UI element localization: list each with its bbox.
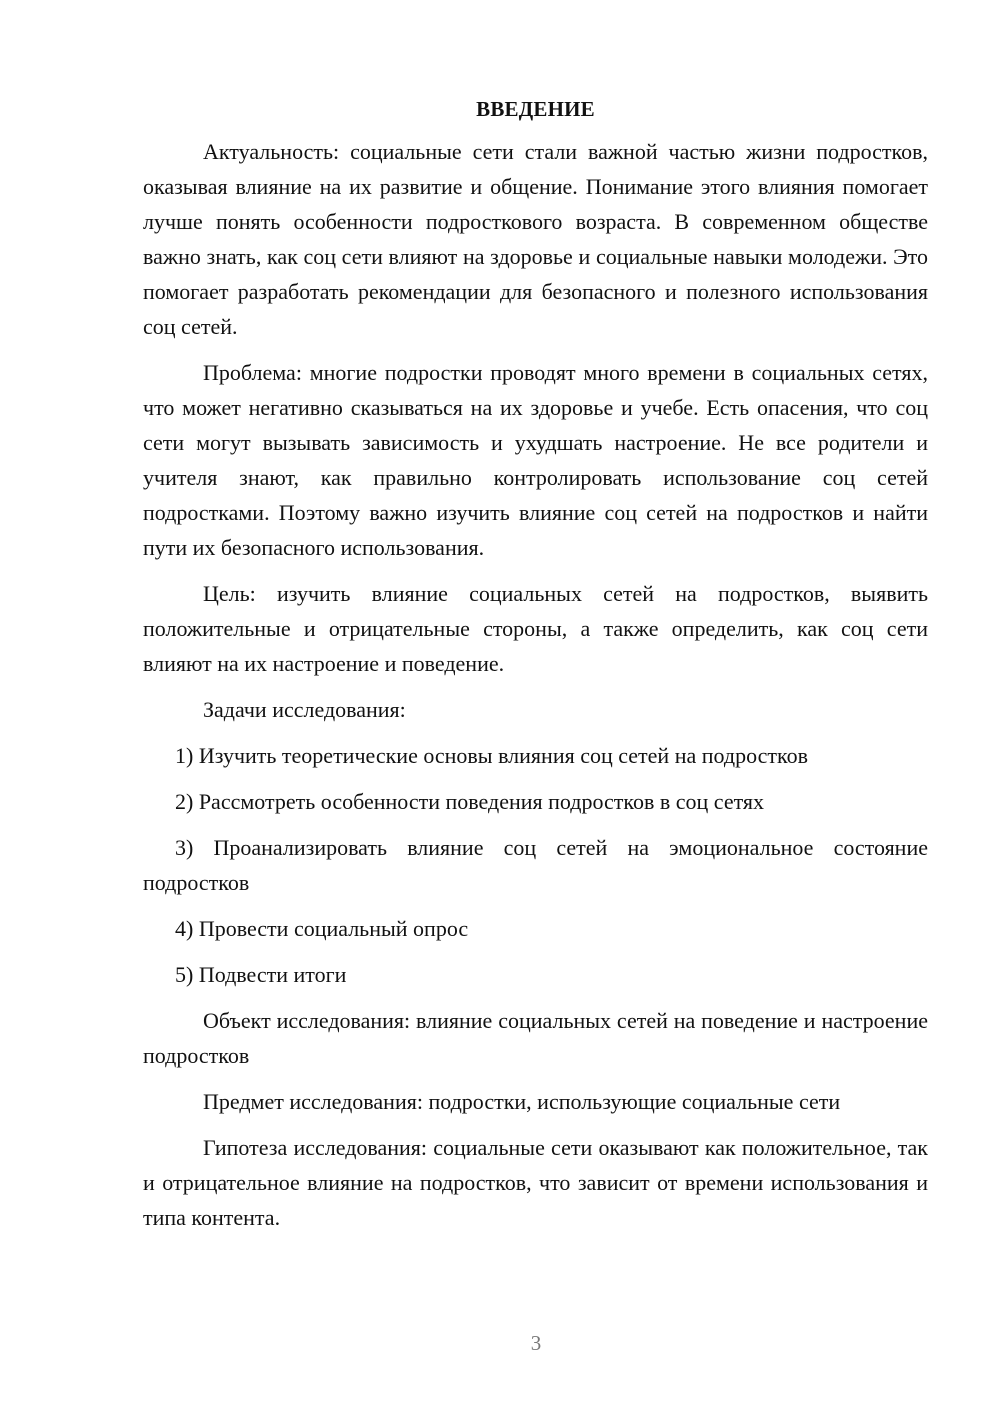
object-paragraph: Объект исследования: влияние социальных сетей на поведение и настроение подростков xyxy=(143,1008,928,1068)
page-title: ВВЕДЕНИЕ xyxy=(476,97,595,121)
list-item: 4) Провести социальный опрос xyxy=(175,916,469,941)
subject-paragraph: Предмет исследования: подростки, использующие социальные сети xyxy=(203,1089,841,1114)
list-item: 1) Изучить теоретические основы влияния соц сетей на подростков xyxy=(175,743,808,768)
relevance-paragraph: Актуальность: социальные сети стали важной частью жизни подростков, оказывая влияние на их развитие и общение. Понимание этого влияния помогает лучше понять особенности подросткового возраста. В современном обществе важно знать, как соц сети влияют на здоровье и социальные навыки молодежи. Это помогает разработать рекомендации для безопасного и полезного использования соц сетей. xyxy=(143,139,928,339)
problem-paragraph: Проблема: многие подростки проводят много времени в социальных сетях, что может негативно сказываться на их здоровье и учебе. Есть опасения, что соц сети могут вызывать зависимость и ухудшать настроение. Не все родители и учителя знают, как правильно контролировать использование соц сетей подростками. Поэтому важно изучить влияние соц сетей на подростков и найти пути их безопасного использования. xyxy=(143,360,928,560)
tasks-list xyxy=(143,738,928,992)
goal-paragraph: Цель: изучить влияние социальных сетей на подростков, выявить положительные и отрицательные стороны, а также определить, как соц сети влияют на их настроение и поведение. xyxy=(143,581,928,676)
hypothesis-paragraph: Гипотеза исследования: социальные сети оказывают как положительное, так и отрицательное влияние на подростков, что зависит от времени использования и типа контента. xyxy=(143,1135,928,1230)
list-item: 5) Подвести итоги xyxy=(175,962,347,987)
list-item: 2) Рассмотреть особенности поведения подростков в соц сетях xyxy=(175,789,765,814)
tasks-heading: Задачи исследования: xyxy=(203,697,406,722)
page-number: 3 xyxy=(530,1331,542,1355)
list-item: 3) Проанализировать влияние соц сетей на эмоциональное состояние подростков xyxy=(143,835,928,895)
document-page xyxy=(143,92,928,1246)
